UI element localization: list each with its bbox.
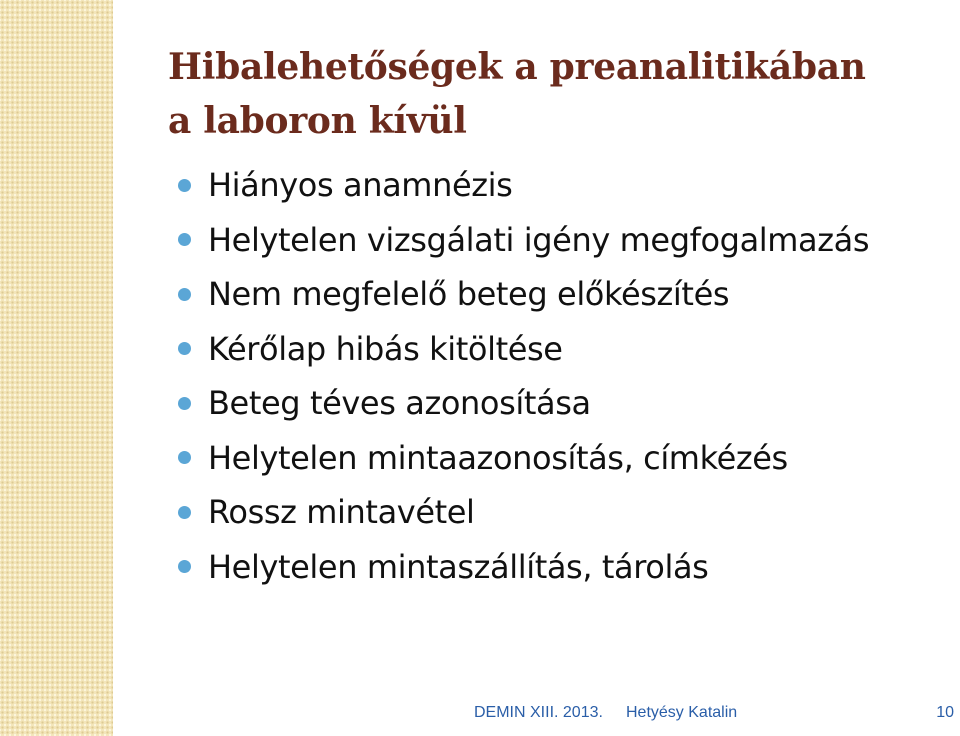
bullet-dot-icon [178,233,191,246]
bullet-dot-icon [178,288,191,301]
bullet-dot-icon [178,179,191,192]
bullet-item [178,158,869,213]
bullet-text: Helytelen mintaszállítás, tárolás [208,547,709,586]
bullet-item [178,267,869,322]
footer-page-number: 10 [936,704,954,721]
bullet-dot-icon [178,397,191,410]
bullet-item [178,322,869,377]
bullet-text: Beteg téves azonosítása [208,384,591,423]
bullet-list [178,158,869,594]
bullet-item [178,485,869,540]
bullet-dot-icon [178,451,191,464]
bullet-text: Helytelen vizsgálati igény megfogalmazás [208,220,870,259]
bullet-text: Rossz mintavétel [208,493,475,532]
bullet-item [178,540,869,595]
slide-title-line-2: a laboron kívül [168,100,467,142]
bullet-dot-icon [178,506,191,519]
bullet-dot-icon [178,560,191,573]
decorative-side-band [0,0,113,736]
bullet-text: Nem megfelelő beteg előkészítés [208,275,730,314]
footer-event-label: DEMIN XIII. 2013. [474,704,603,721]
bullet-text: Helytelen mintaazonosítás, címkézés [208,438,788,477]
bullet-dot-icon [178,342,191,355]
bullet-text: Hiányos anamnézis [208,166,513,205]
bullet-item [178,431,869,486]
slide-title [168,40,948,148]
bullet-text: Kérőlap hibás kitöltése [208,329,563,368]
bullet-item [178,213,869,268]
footer-author-label: Hetyésy Katalin [626,704,738,721]
slide-title-line-1: Hibalehetőségek a preanalitikában [168,46,866,88]
bullet-item [178,376,869,431]
